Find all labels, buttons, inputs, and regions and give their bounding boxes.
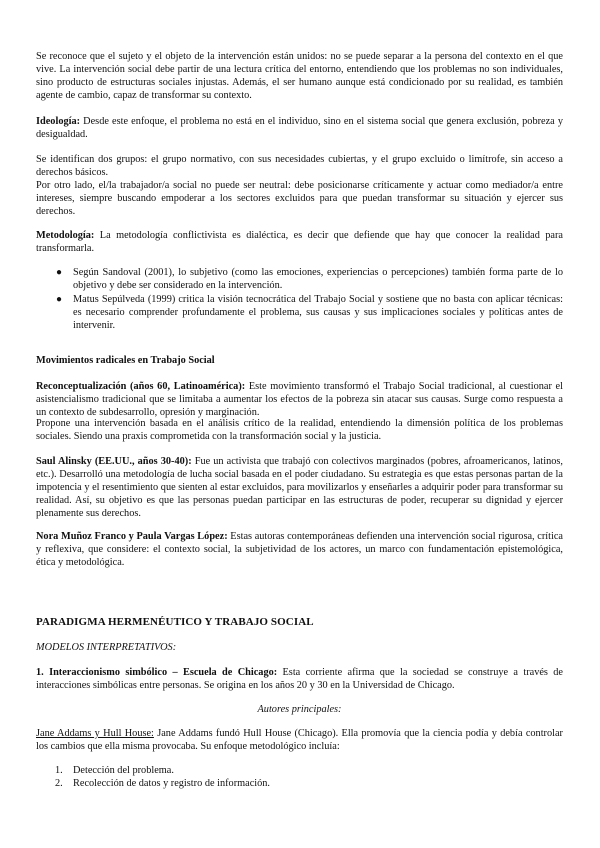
list-number: 1.: [55, 765, 63, 776]
munoz-text: Estas autoras contemporáneas defienden una intervención social rigurosa, crítica y reflexiva, que considere: el contexto social, la subjetividad de los actores, un marco con fundamentación epistemológica, ética y metodológica.: [36, 531, 563, 568]
bullet-marker: ●: [56, 267, 63, 278]
list-item-deteccion: Detección del problema.: [73, 765, 174, 776]
bullet-item-sandoval: Según Sandoval (2001), lo subjetivo (como las emociones, experiencias o percepciones) también forma parte de lo objetivo y debe ser considerado en la intervención.: [73, 267, 563, 291]
ideologia-label: Ideología:: [36, 116, 81, 127]
alinsky-label: Saul Alinsky (EE.UU., años 30-40):: [36, 456, 192, 467]
paragraph-intro: Se reconoce que el sujeto y el objeto de la intervención están unidos: no se puede separar a la persona del contexto en el que vive. La intervención social debe partir de una lectura crítica del entorno, entendiendo que los problemas no son individuales, sino producto de estructuras sociales injustas. Además, el ser humano aunque está condicionado por su realidad, es también agente de cambio, capaz de transformar su contexto.: [36, 51, 563, 101]
interaccionismo-text: Esta corriente afirma que la sociedad se construye a través de interacciones simbólicas entre personas. Se origina en los años 20 y 30 en la Universidad de Chicago.: [36, 667, 564, 691]
paragraph-metodologia: [36, 229, 563, 255]
bullet-marker: ●: [56, 294, 63, 305]
addams-text: Jane Addams fundó Hull House (Chicago). Ella promovía que la ciencia podía y debía controlar los cambios que ella misma provocaba. Su enfoque metodológico incluía:: [36, 728, 563, 752]
subheading-autores: Autores principales:: [257, 704, 342, 715]
paragraph-ideologia: [36, 115, 563, 141]
interaccionismo-label: 1. Interaccionismo simbólico – Escuela de Chicago:: [36, 667, 278, 678]
paragraph-neutralidad: Por otro lado, el/la trabajador/a social no puede ser neutral: debe posicionarse críticamente y actuar como mediador/a entre intereses, siempre buscando empoderar a los sectores excluidos para que puedan transformar su situación y ejercer sus derechos.: [36, 180, 563, 217]
bullet-item-matus: Matus Sepúlveda (1999) critica la visión tecnocrática del Trabajo Social y sostiene que no basta con aplicar técnicas: es necesario comprender profundamente el problema, sus causas y sus implicaciones sociales y políticas antes de intervenir.: [73, 294, 563, 331]
paragraph-grupos: Se identifican dos grupos: el grupo normativo, con sus necesidades cubiertas, y el grupo excluido o limítrofe, sin acceso a derechos básicos.: [36, 154, 563, 178]
munoz-label: Nora Muñoz Franco y Paula Vargas López:: [36, 531, 228, 542]
reconceptualizacion-text: Este movimiento transformó el Trabajo Social tradicional, al cuestionar el asistencialismo tradicional que se limitaba a aumentar los efectos de la pobreza sin atacar sus causas. Surge como respuesta a un contexto de subdesarrollo, opresión y marginación.: [36, 381, 563, 418]
metodologia-label: Metodología:: [36, 230, 95, 241]
list-item-recoleccion: Recolección de datos y registro de información.: [73, 778, 271, 789]
alinsky-text: Fue un activista que trabajó con colectivos marginados (pobres, afroamericanos, latinos, etc.). Desarrolló una metodología de lucha social basada en el poder ciudadano. Su estrategia es que estas personas partan de la impotencia y el resentimiento que sienten al estar excluidos, para movilizarlos y enseñarles a adquirir poder para transformar su realidad. Así, su objetivo es que las personas puedan participar en las estructuras de poder, recuperar su dignidad y ejercer plenamente sus derechos.: [36, 456, 564, 519]
addams-label: Jane Addams y Hull House:: [36, 728, 154, 739]
reconceptualizacion-label: Reconceptualización (años 60, Latinoamérica):: [36, 381, 246, 392]
metodologia-text: La metodología conflictivista es dialéctica, es decir que defiende que hay que conocer la realidad para transformarla.: [36, 230, 563, 254]
section-heading-paradigma: PARADIGMA HERMENÉUTICO Y TRABAJO SOCIAL: [36, 616, 314, 628]
paragraph-reconceptualizacion-2: Propone una intervención basada en el análisis crítico de la realidad, entendiendo la dimensión política de los problemas sociales. Siendo una praxis comprometida con la transformación social y la justicia.: [36, 418, 563, 442]
paragraph-reconceptualizacion: [36, 380, 563, 419]
paragraph-munoz-vargas: [36, 530, 563, 569]
subheading-modelos: MODELOS INTERPRETATIVOS:: [36, 642, 177, 653]
section-heading-movimientos: Movimientos radicales en Trabajo Social: [36, 355, 215, 366]
ideologia-text: Desde este enfoque, el problema no está en el individuo, sino en el sistema social que genera exclusión, pobreza y desigualdad.: [36, 116, 563, 140]
paragraph-addams: [36, 727, 563, 753]
list-number: 2.: [55, 778, 63, 789]
paragraph-alinsky: [36, 455, 563, 520]
paragraph-interaccionismo: [36, 666, 563, 692]
